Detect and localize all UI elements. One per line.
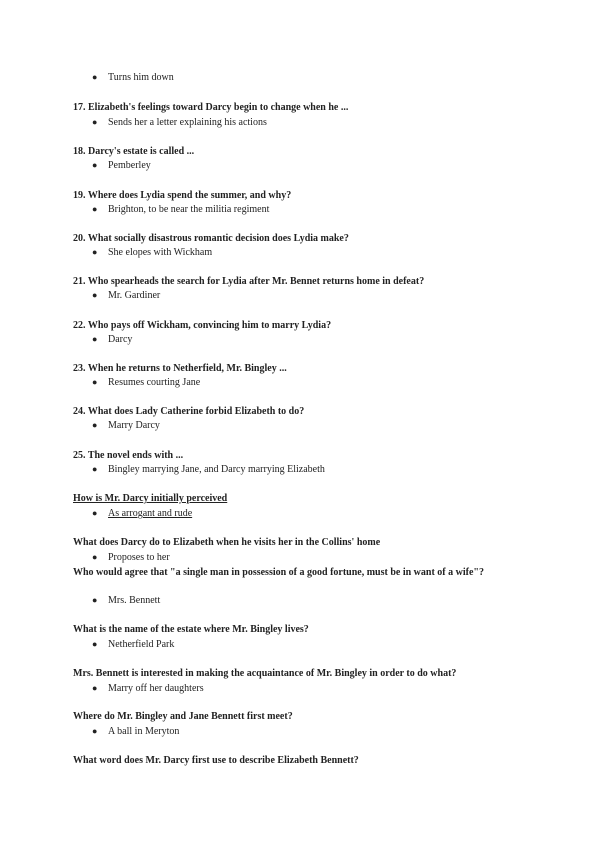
list-item: ● Turns him down (92, 72, 174, 83)
bullet-icon: ● (92, 117, 98, 127)
question-17: 17. Elizabeth's feelings toward Darcy begin to change when he ... (73, 102, 349, 113)
answer-25: ● Bingley marrying Jane, and Darcy marrying Elizabeth (92, 464, 325, 475)
answer-24: ● Marry Darcy (92, 420, 160, 431)
bullet-icon: ● (92, 72, 98, 82)
bullet-icon: ● (92, 334, 98, 344)
question-darcy-perceived: How is Mr. Darcy initially perceived (73, 493, 228, 504)
bullet-icon: ● (92, 464, 98, 474)
question-21: 21. Who spearheads the search for Lydia after Mr. Bennet returns home in defeat? (73, 276, 425, 287)
question-24: 24. What does Lady Catherine forbid Elizabeth to do? (73, 406, 305, 417)
question-18: 18. Darcy's estate is called ... (73, 146, 195, 157)
answer-mrs-bennett: ● Marry off her daughters (92, 683, 204, 694)
answer-bingley-estate: ● Netherfield Park (92, 639, 175, 650)
question-collins-home: What does Darcy do to Elizabeth when he visits her in the Collins' home (73, 537, 381, 548)
question-23: 23. When he returns to Netherfield, Mr. Bingley ... (73, 363, 287, 374)
bullet-icon: ● (92, 683, 98, 693)
answer-17: ● Sends her a letter explaining his actions (92, 117, 267, 128)
bullet-icon: ● (92, 420, 98, 430)
answer-collins-home: ● Proposes to her (92, 552, 170, 563)
bullet-icon: ● (92, 290, 98, 300)
bullet-icon: ● (92, 508, 98, 518)
answer-20: ● She elopes with Wickham (92, 247, 213, 258)
bullet-icon: ● (92, 552, 98, 562)
question-first-word: What word does Mr. Darcy first use to describe Elizabeth Bennett? (73, 755, 359, 766)
bullet-icon: ● (92, 595, 98, 605)
question-first-meet: Where do Mr. Bingley and Jane Bennett first meet? (73, 711, 293, 722)
question-bingley-estate: What is the name of the estate where Mr. Bingley lives? (73, 624, 309, 635)
bullet-icon: ● (92, 204, 98, 214)
answer-single-man: ● Mrs. Bennett (92, 595, 161, 606)
question-25: 25. The novel ends with ... (73, 450, 184, 461)
answer-19: ● Brighton, to be near the militia regiment (92, 204, 270, 215)
answer-23: ● Resumes courting Jane (92, 377, 201, 388)
question-19: 19. Where does Lydia spend the summer, and why? (73, 190, 292, 201)
question-single-man: Who would agree that "a single man in possession of a good fortune, must be in want of a wife"? (73, 567, 484, 578)
answer-22: ● Darcy (92, 334, 133, 345)
answer-first-meet: ● A ball in Meryton (92, 726, 180, 737)
answer-18: ● Pemberley (92, 160, 151, 171)
bullet-icon: ● (92, 639, 98, 649)
question-mrs-bennett: Mrs. Bennett is interested in making the acquaintance of Mr. Bingley in order to do what? (73, 668, 457, 679)
question-22: 22. Who pays off Wickham, convincing him to marry Lydia? (73, 320, 332, 331)
bullet-icon: ● (92, 377, 98, 387)
bullet-icon: ● (92, 726, 98, 736)
bullet-icon: ● (92, 160, 98, 170)
answer-21: ● Mr. Gardiner (92, 290, 161, 301)
question-20: 20. What socially disastrous romantic decision does Lydia make? (73, 233, 349, 244)
bullet-icon: ● (92, 247, 98, 257)
answer-darcy-perceived: ● As arrogant and rude (92, 508, 193, 519)
